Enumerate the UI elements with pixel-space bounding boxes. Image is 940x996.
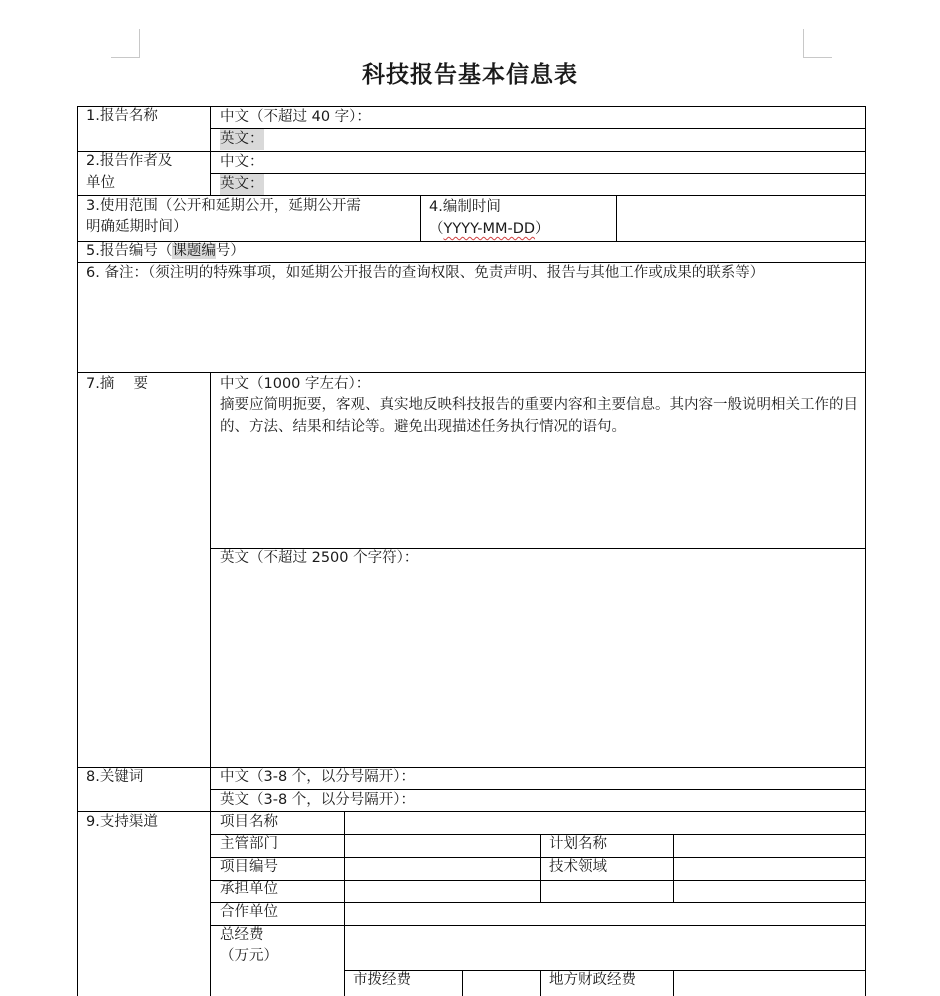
usage-label-line2: 明确延期时间） xyxy=(86,219,188,235)
table-border-left xyxy=(77,106,78,996)
city-funding-label: 市拨经费 xyxy=(353,972,411,988)
authors-label-line1: 2.报告作者及 xyxy=(86,153,173,169)
row-line xyxy=(77,811,866,812)
column-line xyxy=(616,195,617,241)
authors-label-line2: 单位 xyxy=(86,175,115,191)
column-line xyxy=(420,195,421,241)
partner-label: 合作单位 xyxy=(220,904,278,920)
row-line xyxy=(210,925,866,926)
keywords-cn-field[interactable]: 中文（3-8 个，以分号隔开）： xyxy=(220,769,416,785)
undertaker-label: 承担单位 xyxy=(220,881,278,897)
column-line xyxy=(210,372,211,996)
compile-time-label: 4.编制时间 xyxy=(429,199,501,215)
total-funding-label-line2: （万元） xyxy=(220,948,278,964)
row-line xyxy=(210,857,866,858)
column-line xyxy=(540,834,541,902)
usage-label-line1: 3.使用范围（公开和延期公开，延期公开需 xyxy=(86,198,361,214)
total-funding-label-line1: 总经费 xyxy=(220,927,264,943)
row-line xyxy=(210,834,866,835)
column-line xyxy=(344,811,345,996)
abstract-en-label[interactable]: 英文（不超过 2500 个字符）： xyxy=(220,550,419,566)
abstract-cn-hint[interactable]: 摘要应简明扼要，客观、真实地反映科技报告的重要内容和主要信息。其内容一般说明相关工作的目的、方法、结果和结论等。避免出现描述任务执行情况的语句。 xyxy=(220,397,858,435)
row-line xyxy=(77,151,866,152)
report-name-en-field[interactable]: 英文： xyxy=(220,129,264,150)
keywords-label: 8.关键词 xyxy=(86,769,144,785)
support-label: 9.支持渠道 xyxy=(86,814,158,830)
column-line xyxy=(210,106,211,195)
compile-time-input[interactable] xyxy=(624,200,854,234)
table-border-right xyxy=(865,106,866,996)
column-line xyxy=(540,970,541,996)
tech-field-label: 技术领域 xyxy=(549,859,607,875)
department-label: 主管部门 xyxy=(220,836,278,852)
table-border-top xyxy=(77,106,866,107)
report-name-label: 1.报告名称 xyxy=(86,108,158,124)
report-no-label: 5.报告编号（课题编号） xyxy=(86,243,245,259)
project-name-label: 项目名称 xyxy=(220,814,278,830)
row-line xyxy=(210,880,866,881)
row-line xyxy=(77,372,866,373)
row-line xyxy=(210,902,866,903)
local-funding-label: 地方财政经费 xyxy=(549,972,636,988)
abstract-cn-label: 中文（1000 字左右）： xyxy=(220,376,371,392)
plan-name-label: 计划名称 xyxy=(549,836,607,852)
project-no-label: 项目编号 xyxy=(220,859,278,875)
column-line xyxy=(673,970,674,996)
row-line xyxy=(210,173,866,174)
column-line xyxy=(462,970,463,996)
row-line xyxy=(210,128,866,129)
column-line xyxy=(673,834,674,902)
page-title: 科技报告基本信息表 xyxy=(362,62,578,88)
authors-cn-field[interactable]: 中文： xyxy=(220,154,264,170)
abstract-label: 7.摘 要 xyxy=(86,376,148,392)
authors-en-field[interactable]: 英文： xyxy=(220,174,264,195)
report-name-cn-field[interactable]: 中文（不超过 40 字）： xyxy=(220,109,371,125)
keywords-en-field[interactable]: 英文（3-8 个，以分号隔开）： xyxy=(220,792,416,808)
row-line xyxy=(77,767,866,768)
remarks-text[interactable]: 6. 备注：（须注明的特殊事项，如延期公开报告的查询权限、免责声明、报告与其他工作或成果的联系等） xyxy=(86,265,765,281)
compile-time-format: （YYYY-MM-DD） xyxy=(429,221,550,237)
